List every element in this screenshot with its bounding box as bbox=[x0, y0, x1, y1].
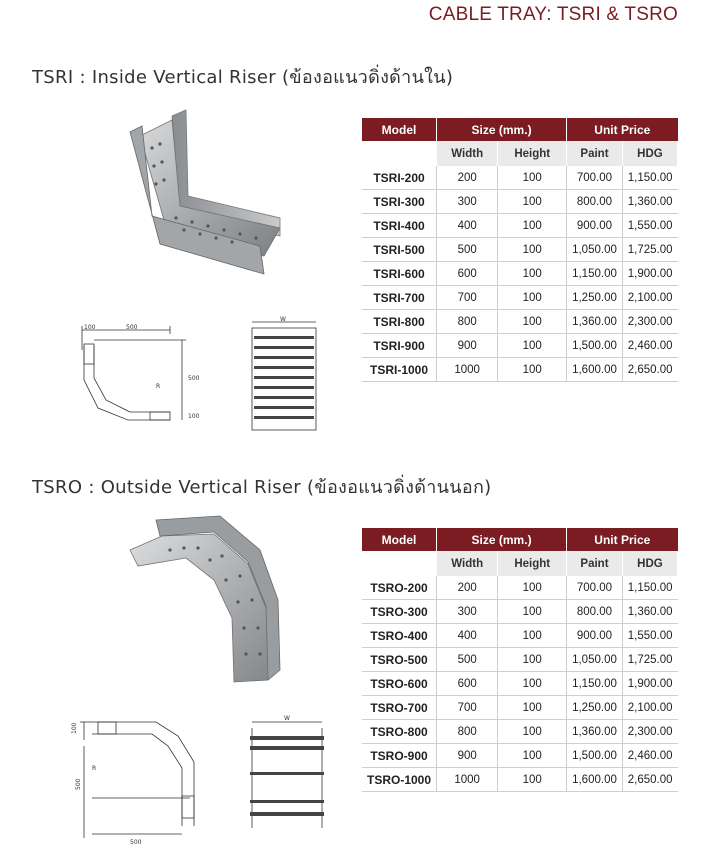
cell-model: TSRI-300 bbox=[362, 190, 437, 214]
cell-width: 900 bbox=[437, 744, 498, 768]
cell-paint: 1,500.00 bbox=[567, 744, 623, 768]
tsri-side-drawing bbox=[70, 320, 200, 435]
tsri-dim-w: W bbox=[280, 316, 286, 323]
cell-hdg: 1,150.00 bbox=[622, 166, 677, 190]
cell-paint: 900.00 bbox=[567, 624, 623, 648]
tsri-header-model: Model bbox=[362, 118, 437, 141]
cell-paint: 900.00 bbox=[567, 214, 623, 238]
cell-width: 700 bbox=[437, 286, 498, 310]
cell-paint: 1,360.00 bbox=[567, 310, 623, 334]
cell-paint: 1,250.00 bbox=[567, 696, 623, 720]
cell-model: TSRO-300 bbox=[362, 600, 437, 624]
cell-height: 100 bbox=[498, 672, 567, 696]
table-row bbox=[362, 358, 678, 382]
tsro-header-price: Unit Price bbox=[567, 528, 678, 551]
tsri-product-image bbox=[80, 96, 310, 296]
cell-height: 100 bbox=[498, 720, 567, 744]
cell-hdg: 1,900.00 bbox=[622, 262, 677, 286]
cell-height: 100 bbox=[498, 600, 567, 624]
tsri-dim-100-top: 100 bbox=[84, 324, 96, 331]
cell-hdg: 2,460.00 bbox=[622, 744, 677, 768]
cell-hdg: 2,460.00 bbox=[622, 334, 677, 358]
cell-width: 500 bbox=[437, 648, 498, 672]
cell-width: 500 bbox=[437, 238, 498, 262]
cell-height: 100 bbox=[498, 624, 567, 648]
tsri-table-body bbox=[362, 166, 678, 382]
cell-hdg: 1,550.00 bbox=[622, 624, 677, 648]
tsri-dim-100-bottom: 100 bbox=[188, 413, 200, 420]
cell-height: 100 bbox=[498, 334, 567, 358]
cell-height: 100 bbox=[498, 648, 567, 672]
tsro-subheader-width: Width bbox=[437, 551, 498, 576]
cell-width: 700 bbox=[437, 696, 498, 720]
table-row bbox=[362, 310, 678, 334]
cell-paint: 800.00 bbox=[567, 600, 623, 624]
cell-paint: 700.00 bbox=[567, 166, 623, 190]
cell-height: 100 bbox=[498, 576, 567, 600]
table-row bbox=[362, 238, 678, 262]
tsro-section-title: TSRO : Outside Vertical Riser (ข้องอแนวดิ่งด้านนอก) bbox=[32, 477, 492, 498]
table-row bbox=[362, 262, 678, 286]
cell-width: 800 bbox=[437, 720, 498, 744]
table-row bbox=[362, 768, 678, 792]
tsro-dim-r: R bbox=[92, 765, 97, 772]
tsri-dim-500: 500 bbox=[126, 324, 138, 331]
cell-width: 600 bbox=[437, 262, 498, 286]
cell-hdg: 1,150.00 bbox=[622, 576, 677, 600]
cell-model: TSRO-800 bbox=[362, 720, 437, 744]
cell-paint: 1,050.00 bbox=[567, 648, 623, 672]
cell-hdg: 2,100.00 bbox=[622, 286, 677, 310]
cell-height: 100 bbox=[498, 238, 567, 262]
table-row bbox=[362, 672, 678, 696]
table-row bbox=[362, 744, 678, 768]
tsro-dim-500: 500 bbox=[130, 839, 142, 846]
cell-width: 300 bbox=[437, 600, 498, 624]
cell-model: TSRO-1000 bbox=[362, 768, 437, 792]
cell-model: TSRI-200 bbox=[362, 166, 437, 190]
table-row bbox=[362, 624, 678, 648]
tsro-header-model: Model bbox=[362, 528, 437, 551]
table-row bbox=[362, 576, 678, 600]
cell-model: TSRO-500 bbox=[362, 648, 437, 672]
cell-paint: 1,150.00 bbox=[567, 672, 623, 696]
table-row bbox=[362, 696, 678, 720]
cell-paint: 1,150.00 bbox=[567, 262, 623, 286]
cell-height: 100 bbox=[498, 768, 567, 792]
tsri-subheader-width: Width bbox=[437, 141, 498, 166]
cell-model: TSRI-500 bbox=[362, 238, 437, 262]
tsri-subheader-height: Height bbox=[498, 141, 567, 166]
cell-model: TSRI-800 bbox=[362, 310, 437, 334]
cell-height: 100 bbox=[498, 262, 567, 286]
tsro-side-drawing bbox=[68, 716, 208, 851]
cell-model: TSRI-400 bbox=[362, 214, 437, 238]
cell-model: TSRI-600 bbox=[362, 262, 437, 286]
cell-paint: 1,500.00 bbox=[567, 334, 623, 358]
cell-width: 400 bbox=[437, 624, 498, 648]
tsri-dim-height: 500 bbox=[188, 375, 200, 382]
page-title: CABLE TRAY: TSRI & TSRO bbox=[428, 4, 678, 25]
tsro-front-drawing bbox=[242, 712, 332, 832]
tsri-price-table bbox=[362, 118, 678, 382]
cell-paint: 800.00 bbox=[567, 190, 623, 214]
cell-paint: 1,360.00 bbox=[567, 720, 623, 744]
tsri-header-size: Size (mm.) bbox=[437, 118, 567, 141]
tsri-section-title: TSRI : Inside Vertical Riser (ข้องอแนวดิ่งด้านใน) bbox=[32, 67, 454, 88]
table-row bbox=[362, 720, 678, 744]
cell-paint: 1,600.00 bbox=[567, 358, 623, 382]
cell-model: TSRI-1000 bbox=[362, 358, 437, 382]
tsro-subheader-height: Height bbox=[498, 551, 567, 576]
cell-width: 1000 bbox=[437, 768, 498, 792]
cell-model: TSRI-900 bbox=[362, 334, 437, 358]
cell-height: 100 bbox=[498, 286, 567, 310]
cell-height: 100 bbox=[498, 166, 567, 190]
table-row bbox=[362, 214, 678, 238]
tsro-dim-height: 500 bbox=[75, 778, 82, 790]
tsri-header-price: Unit Price bbox=[567, 118, 678, 141]
table-row bbox=[362, 648, 678, 672]
table-row bbox=[362, 286, 678, 310]
cell-hdg: 2,100.00 bbox=[622, 696, 677, 720]
cell-width: 1000 bbox=[437, 358, 498, 382]
cell-hdg: 1,360.00 bbox=[622, 190, 677, 214]
cell-width: 400 bbox=[437, 214, 498, 238]
cell-model: TSRO-700 bbox=[362, 696, 437, 720]
cell-hdg: 1,550.00 bbox=[622, 214, 677, 238]
cell-height: 100 bbox=[498, 190, 567, 214]
cell-paint: 1,250.00 bbox=[567, 286, 623, 310]
cell-model: TSRO-200 bbox=[362, 576, 437, 600]
cell-hdg: 2,300.00 bbox=[622, 310, 677, 334]
cell-height: 100 bbox=[498, 744, 567, 768]
cell-width: 600 bbox=[437, 672, 498, 696]
cell-paint: 700.00 bbox=[567, 576, 623, 600]
cell-paint: 1,050.00 bbox=[567, 238, 623, 262]
tsri-subheader-hdg: HDG bbox=[622, 141, 677, 166]
tsro-header-size: Size (mm.) bbox=[437, 528, 567, 551]
cell-width: 800 bbox=[437, 310, 498, 334]
cell-width: 300 bbox=[437, 190, 498, 214]
tsro-subheader-paint: Paint bbox=[567, 551, 623, 576]
cell-paint: 1,600.00 bbox=[567, 768, 623, 792]
tsro-table-body bbox=[362, 576, 678, 792]
cell-model: TSRO-400 bbox=[362, 624, 437, 648]
cell-height: 100 bbox=[498, 696, 567, 720]
cell-width: 200 bbox=[437, 576, 498, 600]
cell-model: TSRO-600 bbox=[362, 672, 437, 696]
table-row bbox=[362, 600, 678, 624]
cell-height: 100 bbox=[498, 310, 567, 334]
cell-width: 900 bbox=[437, 334, 498, 358]
tsri-front-drawing bbox=[244, 314, 324, 434]
cell-hdg: 1,360.00 bbox=[622, 600, 677, 624]
tsro-dim-w: W bbox=[284, 715, 290, 722]
tsri-subheader-paint: Paint bbox=[567, 141, 623, 166]
tsro-product-image bbox=[110, 510, 310, 695]
tsro-price-table bbox=[362, 528, 678, 792]
table-row bbox=[362, 166, 678, 190]
cell-hdg: 1,900.00 bbox=[622, 672, 677, 696]
tsri-dim-r: R bbox=[156, 383, 161, 390]
tsro-subheader-hdg: HDG bbox=[622, 551, 677, 576]
cell-model: TSRI-700 bbox=[362, 286, 437, 310]
cell-hdg: 2,300.00 bbox=[622, 720, 677, 744]
cell-hdg: 2,650.00 bbox=[622, 768, 677, 792]
cell-hdg: 2,650.00 bbox=[622, 358, 677, 382]
cell-height: 100 bbox=[498, 358, 567, 382]
cell-hdg: 1,725.00 bbox=[622, 238, 677, 262]
cell-width: 200 bbox=[437, 166, 498, 190]
tsro-dim-100: 100 bbox=[71, 722, 78, 734]
table-row bbox=[362, 190, 678, 214]
table-row bbox=[362, 334, 678, 358]
cell-model: TSRO-900 bbox=[362, 744, 437, 768]
cell-height: 100 bbox=[498, 214, 567, 238]
cell-hdg: 1,725.00 bbox=[622, 648, 677, 672]
